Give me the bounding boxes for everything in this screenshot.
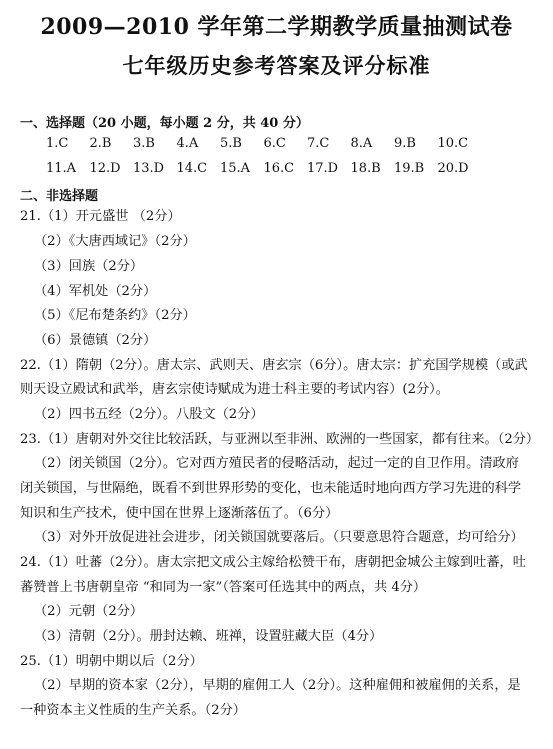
answer-item: 15.A (220, 161, 251, 176)
answer-row-1 (46, 136, 546, 151)
answer-item: 11.A (46, 161, 77, 176)
answer-line: 知识和生产技术，使中国在世界上逐渐落伍了。（6分） (20, 506, 339, 521)
answer-item: 8.A (350, 136, 373, 151)
answer-item: 14.C (176, 161, 208, 176)
answer-line: 24.（1）吐蕃（2分）。唐太宗把文成公主嫁给松赞干布，唐朝把金城公主嫁到吐蕃，吐 (20, 555, 526, 570)
answer-item: 5.B (220, 136, 242, 151)
section-2-heading: 二、非选择题 (20, 189, 99, 204)
answer-item: 4.A (176, 136, 199, 151)
answer-line: （2）四书五经（2分）。八股文（2分） (34, 407, 264, 422)
answer-line: （3）对外开放促进社会进步，闭关锁国就要落后。（只要意思符合题意，均可给分） (34, 530, 524, 545)
answer-line: 蕃赞普上书唐朝皇帝 “和同为一家”（答案可任选其中的两点，共 4分） (20, 580, 427, 595)
answer-item: 6.C (263, 136, 286, 151)
answer-line: 一种资本主义性质的生产关系。（2分） (20, 703, 246, 718)
answer-item: 19.B (394, 161, 425, 176)
answer-line: （4）军机处（2分） (34, 284, 157, 299)
answer-line: 25.（1）明朝中期以后（2分） (20, 654, 203, 669)
answer-line: 21.（1）开元盛世 （2分） (20, 209, 181, 224)
answer-line: （5）《尼布楚条约》（2分） (34, 308, 196, 323)
answer-item: 20.D (437, 161, 469, 176)
answer-row-2 (46, 161, 546, 176)
answer-item: 16.C (263, 161, 295, 176)
answer-line: 23.（1）唐朝对外交往比较活跃，与亚洲以至非洲、欧洲的一些国家，都有往来。（2分） (20, 432, 540, 447)
answer-item: 17.D (307, 161, 339, 176)
answer-line: 22.（1）隋朝（2分）。唐太宗、武则天、唐玄宗（6分）。唐太宗：扩充国学规模（或武 (20, 358, 528, 373)
answer-item: 10.C (437, 136, 469, 151)
answer-item: 3.B (133, 136, 155, 151)
answer-item: 2.B (89, 136, 112, 151)
answer-item: 12.D (89, 161, 121, 176)
answer-item: 7.C (307, 136, 330, 151)
answer-line: （3）清朝（2分）。册封达赖、班禅，设置驻藏大臣（4分） (34, 629, 383, 644)
answer-item: 18.B (350, 161, 381, 176)
answer-line: 闭关锁国，与世隔绝，既看不到世界形势的变化，也未能适时地向西方学习先进的科学 (20, 481, 522, 496)
section-1-heading: 一、选择题（20 小题，每小题 2 分，共 40 分） (20, 116, 309, 131)
answer-line: （3）回族（2分） (34, 259, 144, 274)
document-subtitle: 七年级历史参考答案及评分标准 (122, 53, 431, 78)
answer-line: （2）元朝（2分） (34, 604, 144, 619)
answer-line: （2）早期的资本家（2分），早期的雇佣工人（2分）。这种雇佣和被雇佣的关系，是 (34, 678, 521, 693)
answer-line: （2）《大唐西域记》（2分） (34, 234, 196, 249)
answer-item: 13.D (133, 161, 165, 176)
answer-item: 1.C (46, 136, 69, 151)
document-title: 2009—2010 学年第二学期教学质量抽测试卷 (40, 14, 513, 40)
answer-line: 则天设立殿试和武举，唐玄宗使诗赋成为进士科主要的考试内容）(2分）。 (20, 382, 449, 397)
answer-line: （2）闭关锁国（2分）。它对西方殖民者的侵略活动，起过一定的自卫作用。清政府 (34, 456, 519, 471)
answer-line: （6）景德镇（2分） (34, 333, 157, 348)
answer-item: 9.B (394, 136, 416, 151)
